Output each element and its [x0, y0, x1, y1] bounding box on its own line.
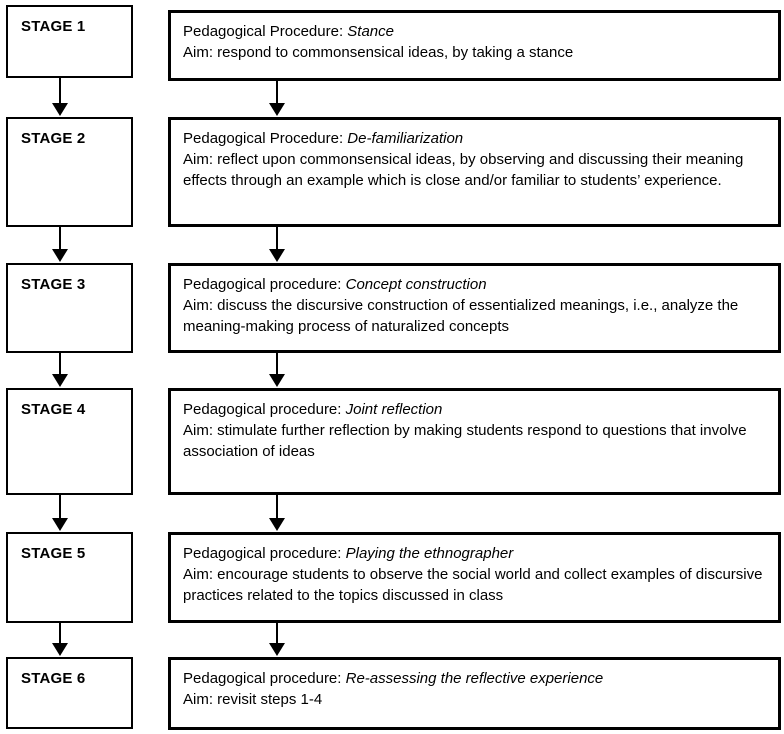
down-arrow-icon [269, 623, 285, 656]
arrow-stem [59, 623, 61, 645]
procedure-line-5 [183, 543, 768, 564]
stage-label-6: STAGE 6 [21, 670, 86, 687]
arrow-head [52, 518, 68, 531]
arrow-head [269, 518, 285, 531]
down-arrow-icon [52, 227, 68, 262]
procedure-prefix-6: Pedagogical procedure: [183, 670, 342, 687]
procedure-line-1 [183, 21, 768, 42]
stage-box-5 [6, 532, 133, 623]
down-arrow-icon [269, 495, 285, 531]
arrow-stem [276, 81, 278, 105]
aim-text-2: Aim: reflect upon commonsensical ideas, by observing and discussing their meaning effects through an example which is close and/or familiar to students’ experience. [183, 151, 744, 189]
down-arrow-icon [52, 495, 68, 531]
aim-text-5: Aim: encourage students to observe the social world and collect examples of discursive practices related to the topics discussed in class [183, 566, 763, 604]
arrow-head [269, 103, 285, 116]
procedure-title-4: Joint reflection [345, 401, 443, 418]
procedure-box-5 [168, 532, 781, 623]
arrow-head [269, 374, 285, 387]
stage-label-4: STAGE 4 [21, 401, 86, 418]
arrow-stem [59, 227, 61, 251]
procedure-prefix-1: Pedagogical Procedure: [183, 23, 344, 40]
down-arrow-icon [52, 353, 68, 387]
down-arrow-icon [52, 78, 68, 116]
down-arrow-icon [269, 353, 285, 387]
procedure-line-3 [183, 274, 768, 295]
stage-box-3 [6, 263, 133, 353]
arrow-head [52, 374, 68, 387]
arrow-stem [59, 78, 61, 105]
procedure-box-2 [168, 117, 781, 227]
stage-box-6 [6, 657, 133, 729]
aim-text-3: Aim: discuss the discursive construction of essentialized meanings, i.e., analyze the meaning-making process of naturalized concepts [183, 297, 739, 335]
down-arrow-icon [269, 81, 285, 116]
stage-box-4 [6, 388, 133, 495]
arrow-stem [276, 623, 278, 645]
stage-label-1: STAGE 1 [21, 18, 86, 35]
arrow-head [269, 643, 285, 656]
arrow-head [52, 249, 68, 262]
down-arrow-icon [269, 227, 285, 262]
arrow-head [52, 103, 68, 116]
procedure-box-6 [168, 657, 781, 730]
stage-box-2 [6, 117, 133, 227]
arrow-head [52, 643, 68, 656]
aim-text-6: Aim: revisit steps 1-4 [183, 691, 323, 708]
stage-box-1 [6, 5, 133, 78]
procedure-title-6: Re-assessing the reflective experience [345, 670, 604, 687]
procedure-prefix-5: Pedagogical procedure: [183, 545, 342, 562]
aim-text-4: Aim: stimulate further reflection by making students respond to questions that involve association of ideas [183, 422, 747, 460]
procedure-line-6 [183, 668, 768, 689]
arrow-stem [276, 227, 278, 251]
procedure-box-4 [168, 388, 781, 495]
arrow-head [269, 249, 285, 262]
stage-label-5: STAGE 5 [21, 545, 86, 562]
aim-text-1: Aim: respond to commonsensical ideas, by taking a stance [183, 44, 574, 61]
arrow-stem [59, 495, 61, 520]
arrow-stem [276, 495, 278, 520]
arrow-stem [59, 353, 61, 376]
procedure-title-5: Playing the ethnographer [345, 545, 514, 562]
arrow-stem [276, 353, 278, 376]
procedure-prefix-2: Pedagogical Procedure: [183, 130, 344, 147]
procedure-title-3: Concept construction [345, 276, 487, 293]
stage-label-3: STAGE 3 [21, 276, 86, 293]
stage-label-2: STAGE 2 [21, 130, 86, 147]
procedure-box-3 [168, 263, 781, 353]
procedure-box-1 [168, 10, 781, 81]
procedure-line-2 [183, 128, 768, 149]
procedure-prefix-3: Pedagogical procedure: [183, 276, 342, 293]
procedure-title-2: De-familiarization [347, 130, 464, 147]
procedure-title-1: Stance [347, 23, 394, 40]
procedure-line-4 [183, 399, 768, 420]
down-arrow-icon [52, 623, 68, 656]
procedure-prefix-4: Pedagogical procedure: [183, 401, 342, 418]
